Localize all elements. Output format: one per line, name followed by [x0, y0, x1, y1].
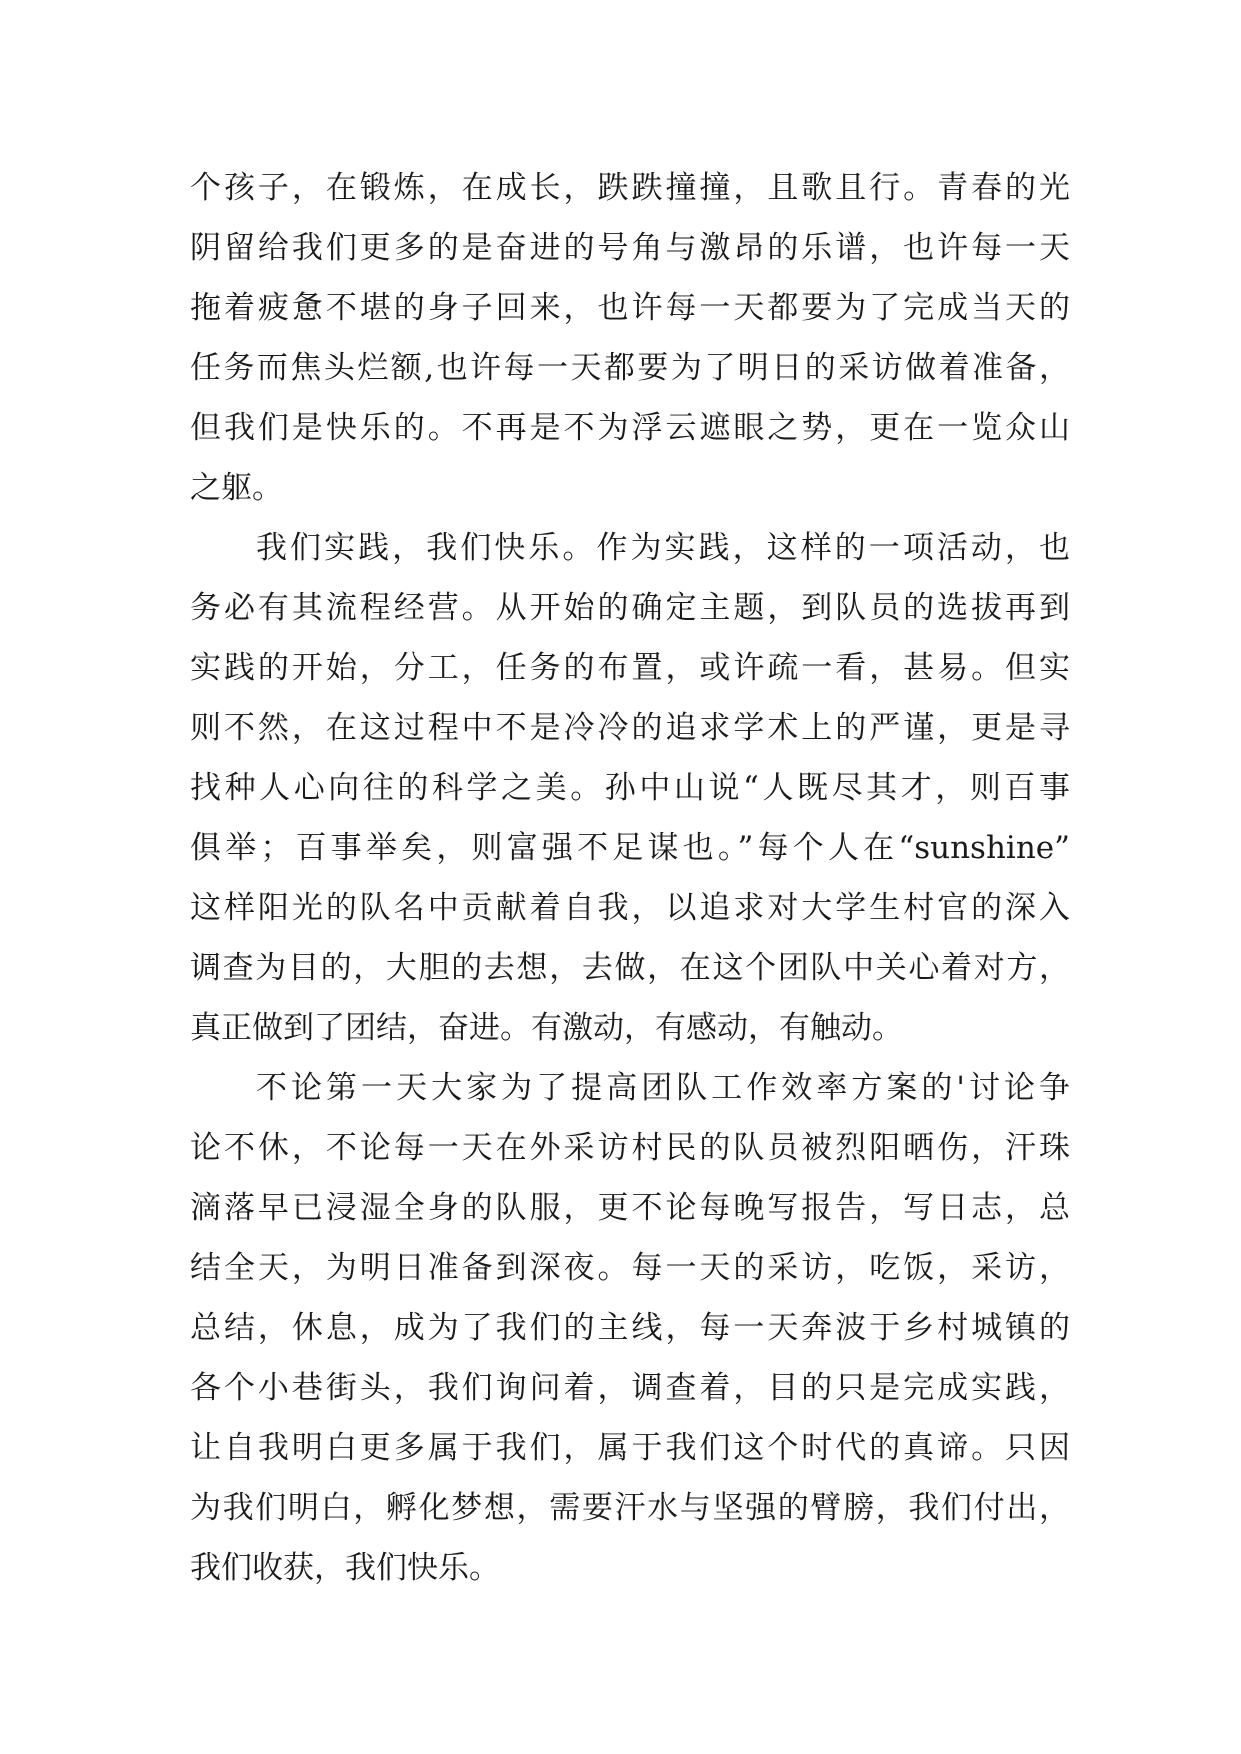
text-line: 个孩子，在锻炼，在成长，跌跌撞撞，且歌且行。青春的光 — [190, 170, 1070, 206]
text-line: 实践的开始，分工，任务的布置，或许疏一看，甚易。但实 — [190, 650, 1070, 686]
text-line: 不论第一天大家为了提高团队工作效率方案的'讨论争 — [256, 1070, 1070, 1106]
text-line: 找种人心向往的科学之美。孙中山说“人既尽其才，则百事 — [190, 770, 1070, 806]
text-line: 调查为目的，大胆的去想，去做，在这个团队中关心着对方， — [190, 950, 1070, 986]
paragraph — [190, 1058, 1070, 1598]
text-line: 我们收获，我们快乐。 — [190, 1550, 500, 1586]
text-line: 任务而焦头烂额,也许每一天都要为了明日的采访做着准备， — [190, 350, 1070, 386]
text-line: 让自我明白更多属于我们，属于我们这个时代的真谛。只因 — [190, 1430, 1070, 1466]
text-line: 但我们是快乐的。不再是不为浮云遮眼之势，更在一览众山 — [190, 410, 1070, 446]
text-line: 之躯。 — [190, 470, 283, 506]
text-line: 为我们明白，孵化梦想，需要汗水与坚强的臂膀，我们付出， — [190, 1490, 1070, 1526]
paragraph — [190, 158, 1070, 518]
text-line: 务必有其流程经营。从开始的确定主题，到队员的选拔再到 — [190, 590, 1070, 626]
text-line: 拖着疲惫不堪的身子回来，也许每一天都要为了完成当天的 — [190, 290, 1070, 326]
text-line: 论不休，不论每一天在外采访村民的队员被烈阳晒伤，汗珠 — [190, 1130, 1070, 1166]
text-line: 这样阳光的队名中贡献着自我，以追求对大学生村官的深入 — [190, 890, 1070, 926]
text-line: 结全天，为明日准备到深夜。每一天的采访，吃饭，采访， — [190, 1250, 1070, 1286]
text-line: 俱举；百事举矣，则富强不足谋也。”每个人在“sunshine” — [190, 830, 1070, 866]
text-line: 总结，休息，成为了我们的主线，每一天奔波于乡村城镇的 — [190, 1310, 1070, 1346]
text-line: 阴留给我们更多的是奋进的号角与激昂的乐谱，也许每一天 — [190, 230, 1070, 266]
text-line: 各个小巷街头，我们询问着，调查着，目的只是完成实践， — [190, 1370, 1070, 1406]
paragraph — [190, 518, 1070, 1058]
text-line: 真正做到了团结，奋进。有激动，有感动，有触动。 — [190, 1010, 903, 1046]
text-line: 滴落早已浸湿全身的队服，更不论每晚写报告，写日志，总 — [190, 1190, 1070, 1226]
document-body — [190, 158, 1070, 1598]
text-line: 我们实践，我们快乐。作为实践，这样的一项活动，也 — [256, 530, 1070, 566]
text-line: 则不然，在这过程中不是冷冷的追求学术上的严谨，更是寻 — [190, 710, 1070, 746]
